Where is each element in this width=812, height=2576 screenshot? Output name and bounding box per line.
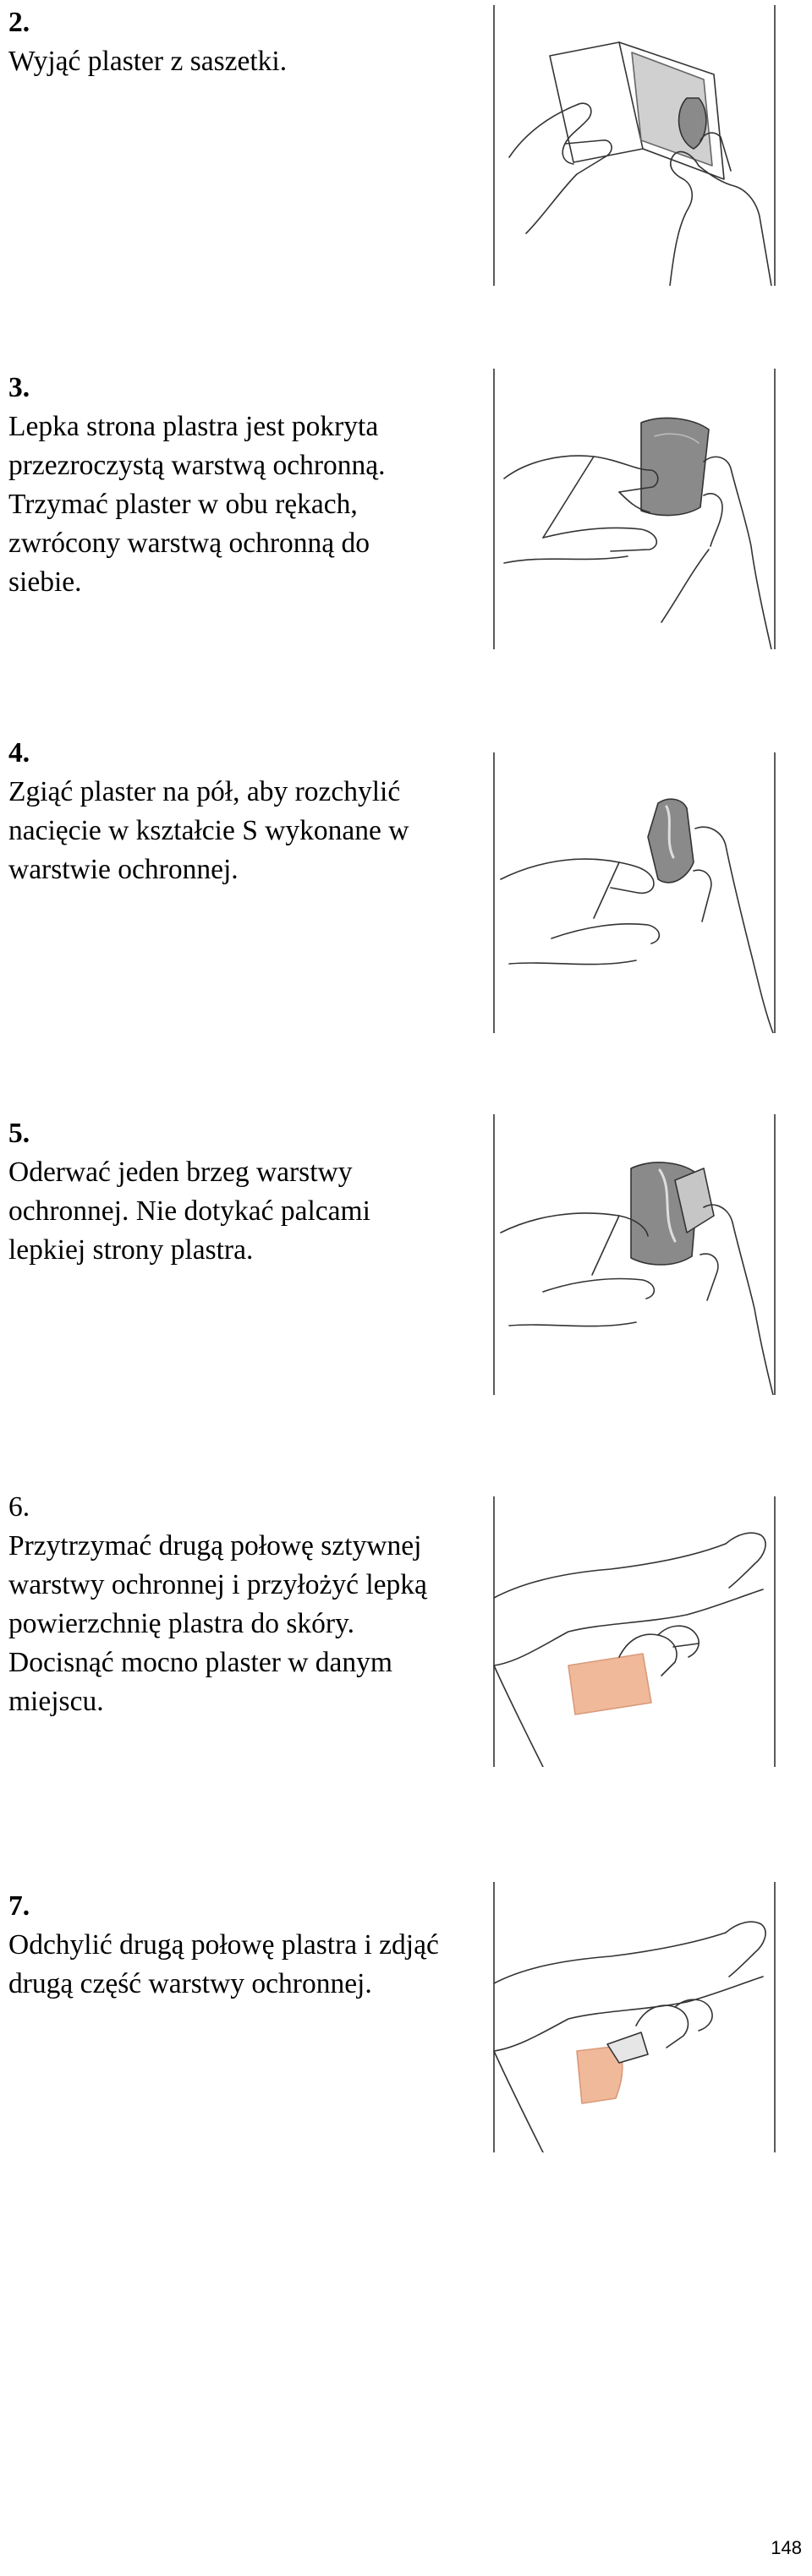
step-3 (8, 369, 448, 602)
step-4-number: 4. (8, 737, 30, 768)
hands-removing-patch-from-sachet-illustration (492, 5, 776, 286)
hands-folding-patch-illustration (492, 752, 776, 1033)
step-7 (8, 1887, 448, 2004)
step-6 (8, 1488, 448, 1721)
step-6-text: Przytrzymać drugą połowę sztywnej warstwy ochronnej i przyłożyć lepką powierzchnię plastra do skóry. Docisnąć mocno plaster w danym miejscu. (8, 1530, 427, 1717)
step-7-number: 7. (8, 1890, 30, 1922)
step-3-text: Lepka strona plastra jest pokryta przezroczystą warstwą ochronną. Trzymać plaster w obu rękach, zwrócony warstwą ochronną do siebie. (8, 411, 386, 598)
step-2-text: Wyjąć plaster z saszetki. (8, 46, 288, 77)
page-number: 148 (771, 2537, 802, 2558)
removing-second-liner-on-arm-illustration (492, 1882, 776, 2152)
step-4 (8, 734, 448, 889)
step-3-number: 3. (8, 372, 30, 403)
step-5 (8, 1114, 448, 1270)
step-5-number: 5. (8, 1118, 30, 1149)
step-2 (8, 3, 448, 81)
step-4-text: Zgiąć plaster na pół, aby rozchylić nacięcie w kształcie S wykonane w warstwie ochronnej. (8, 776, 409, 885)
step-5-text: Oderwać jeden brzeg warstwy ochronnej. Nie dotykać palcami lepkiej strony plastra. (8, 1157, 370, 1266)
step-6-number: 6. (8, 1491, 30, 1523)
hands-peeling-liner-illustration (492, 1114, 776, 1395)
hands-holding-patch-illustration (492, 369, 776, 649)
step-7-text: Odchylić drugą połowę plastra i zdjąć drugą część warstwy ochronnej. (8, 1929, 439, 1999)
applying-patch-to-arm-illustration (492, 1496, 776, 1767)
step-2-number: 2. (8, 7, 30, 38)
